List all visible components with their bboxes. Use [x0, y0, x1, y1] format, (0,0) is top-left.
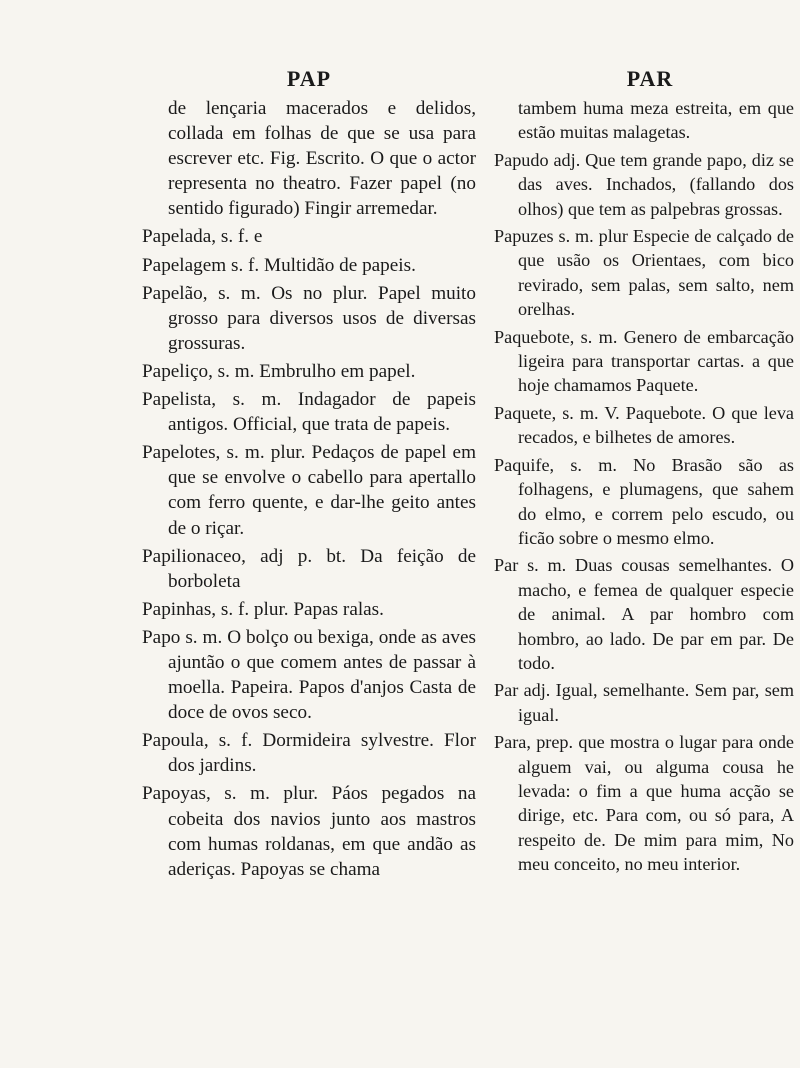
entry-papoula: Papoula, s. f. Dormideira sylvestre. Flor dos jardins.: [142, 730, 476, 777]
running-head-right: PAR: [626, 66, 674, 91]
entry-papilionaceo: Papilionaceo, adj p. bt. Da feição de borboleta: [142, 545, 476, 592]
entry-par-noun: Par s. m. Duas cousas semelhantes. O macho, e femea de qualquer especie de animal. A par hombro com hombro, ao lado. De par em par. De todo.: [494, 555, 794, 673]
entry-papelagem: Papelagem s. f. Multidão de papeis.: [142, 254, 416, 276]
entry-para: Para, prep. que mostra o lugar para onde alguem vai, ou alguma cousa he levada: o fim a que huma acção se dirige, etc. Para com, ou só para, A respeito de. De mim para mim, No meu conceito, no meu interior.: [494, 732, 794, 875]
entry-papinhas: Papinhas, s. f. plur. Papas ralas.: [142, 598, 384, 620]
entry-papelico: Papeliço, s. m. Embrulho em papel.: [142, 360, 416, 382]
entry-papelao: Papelão, s. m. Os no plur. Papel muito grosso para diversos usos de diversas grossuras.: [142, 282, 476, 354]
left-column: [142, 62, 476, 885]
entry-paquebote: Paquebote, s. m. Genero de embarcação ligeira para transportar cartas. a que hoje chamamos Paquete.: [494, 326, 794, 396]
entry-papelotes: Papelotes, s. m. plur. Pedaços de papel em que se envolve o cabello para apertallo com ferro quente, e dar-lhe geito antes de o riçar.: [142, 442, 476, 539]
entry-paquife: Paquife, s. m. No Brasão são as folhagens, e plumagens, que sahem do elmo, e correm pelo escudo, ou ficão sobre o mesmo elmo.: [494, 454, 794, 548]
entry-paquete: Paquete, s. m. V. Paquebote. O que leva recados, e bilhetes de amores.: [494, 402, 794, 448]
entry-papo: Papo s. m. O bolço ou bexiga, onde as aves ajuntão o que comem antes de passar à moella. Papeira. Papos d'anjos Casta de doce de ovos seco.: [142, 626, 476, 724]
entry-papelista: Papelista, s. m. Indagador de papeis antigos. Official, que trata de papeis.: [142, 389, 476, 436]
entry-papoyas-continued: tambem huma meza estreita, em que estão muitas malagetas.: [518, 98, 794, 143]
entry-par-adj: Par adj. Igual, semelhante. Sem par, sem igual.: [494, 680, 794, 725]
right-column: [494, 62, 794, 880]
entry-papudo: Papudo adj. Que tem grande papo, diz se das aves. Inchados, (fallando dos olhos) que tem as palpebras grossas.: [494, 149, 794, 219]
entry-papel-continued: de lençaria macerados e delidos, collada em folhas de que se usa para escrever etc. Fig. Escrito. O que o actor representa no theatro. Fazer papel (no sentido figurado) Fingir arremedar.: [168, 98, 476, 220]
entry-papuzes: Papuzes s. m. plur Especie de calçado de que usão os Orientaes, com bico revirado, sem palas, sem salto, nem orelhas.: [494, 226, 794, 320]
running-head-left: PAP: [286, 66, 332, 91]
entry-papelada: Papelada, s. f. e: [142, 226, 263, 248]
entry-papoyas: Papoyas, s. m. plur. Páos pegados na cobeita dos navios junto aos mastros com humas roldanas, em que andão as aderiças. Papoyas se chama: [142, 783, 476, 880]
